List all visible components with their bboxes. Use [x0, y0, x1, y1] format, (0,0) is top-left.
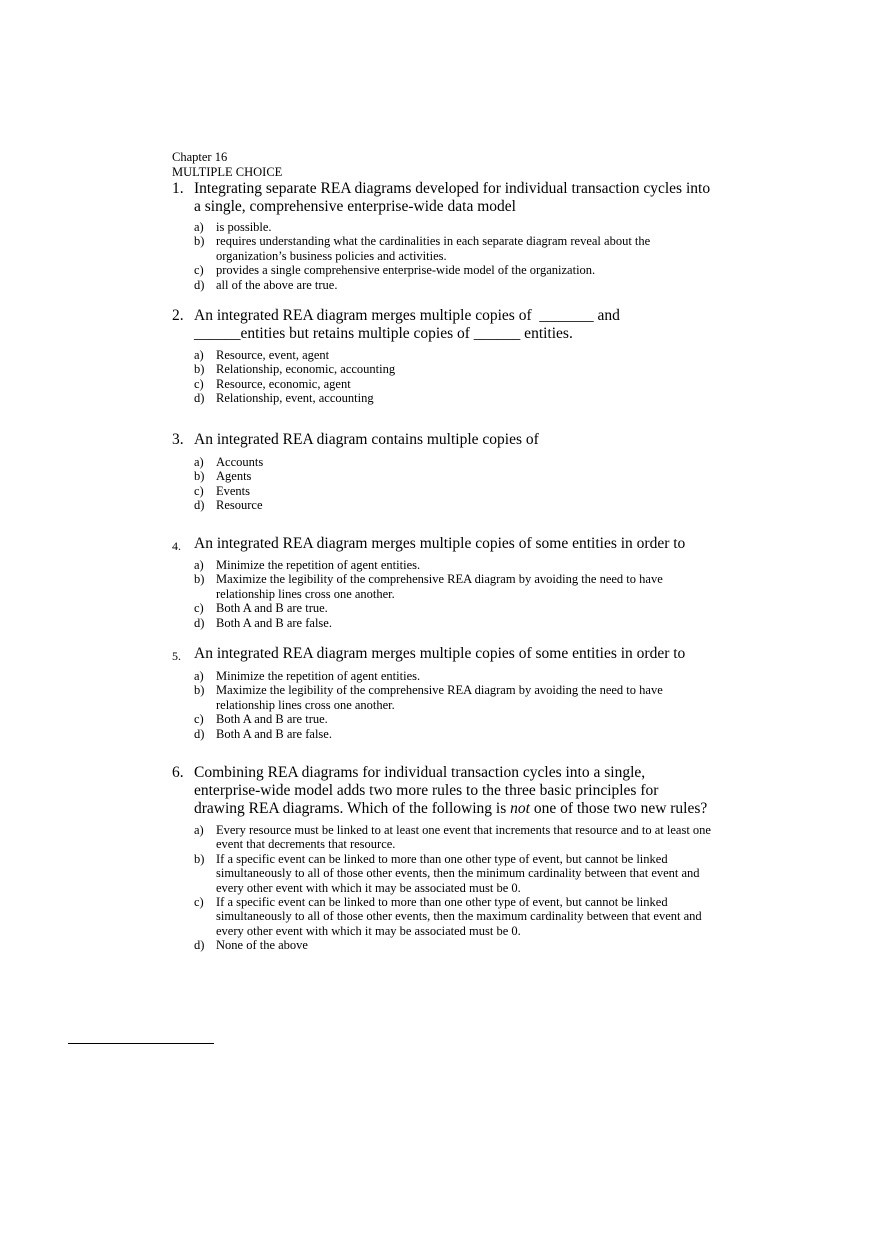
option: a) Every resource must be linked to at least one event that increments that resource and to at least one event that decrements that resource.: [194, 823, 711, 852]
question-2-options: [194, 348, 714, 406]
option: c) Both A and B are true.: [194, 601, 328, 616]
question-number: 1.: [172, 180, 184, 197]
emphasis-not: not: [510, 800, 530, 817]
option: c) Resource, economic, agent: [194, 376, 351, 391]
question-text: An integrated REA diagram merges multiple copies of _______ and ______entities but retains multiple copies of ______ entities.: [194, 307, 624, 342]
question-text: Combining REA diagrams for individual transaction cycles into a single, enterprise-wide model adds two more rules to the three basic principles for drawing REA diagrams. Which of the following is not one of those two new rules?: [194, 764, 708, 817]
option: d) Resource: [194, 498, 263, 513]
footnote-separator: [68, 1043, 214, 1044]
question-text: An integrated REA diagram contains multiple copies of: [194, 431, 539, 448]
option: d) all of the above are true.: [194, 277, 338, 292]
option: a) is possible.: [194, 220, 272, 234]
question-1-options: [194, 220, 714, 292]
question-number: 4.: [172, 539, 181, 553]
option: b) Maximize the legibility of the comprehensive REA diagram by avoiding the need to have relationship lines cross one another.: [194, 683, 663, 712]
option: c) provides a single comprehensive enterprise-wide model of the organization.: [194, 263, 596, 278]
chapter-heading: Chapter 16: [172, 150, 228, 164]
option: c) Events: [194, 483, 251, 498]
option: b) Agents: [194, 469, 252, 484]
question-3-options: [194, 455, 714, 513]
question-5-options: [194, 669, 714, 741]
option: a) Minimize the repetition of agent entities.: [194, 558, 421, 572]
question-text: An integrated REA diagram merges multiple copies of some entities in order to: [194, 645, 686, 662]
option: d) Both A and B are false.: [194, 615, 332, 630]
option: b) If a specific event can be linked to more than one other type of event, but cannot be linked simultaneously to all of those other events, then the minimum cardinality between that event and every other event with which it may be associated must be 0.: [194, 851, 700, 895]
question-number: 6.: [172, 764, 184, 781]
question-text: An integrated REA diagram merges multiple copies of some entities in order to: [194, 535, 686, 552]
option: a) Resource, event, agent: [194, 348, 330, 362]
question-4: [172, 535, 712, 553]
option: d) Relationship, event, accounting: [194, 391, 374, 406]
question-text: Integrating separate REA diagrams developed for individual transaction cycles into a single, comprehensive enterprise-wide data model: [194, 180, 711, 215]
option: a) Accounts: [194, 455, 264, 469]
question-4-options: [194, 558, 714, 630]
option: b) requires understanding what the cardinalities in each separate diagram reveal about the organization’s business policies and activities.: [194, 234, 651, 263]
option: b) Maximize the legibility of the comprehensive REA diagram by avoiding the need to have relationship lines cross one another.: [194, 572, 663, 601]
question-6: [172, 764, 712, 818]
option: c) If a specific event can be linked to more than one other type of event, but cannot be linked simultaneously to all of those other events, then the maximum cardinality between that event and every other event with which it may be associated must be 0.: [194, 895, 702, 938]
question-number: 3.: [172, 431, 184, 448]
question-2: [172, 307, 712, 343]
question-3: [172, 431, 712, 449]
question-number: 5.: [172, 649, 181, 663]
option: b) Relationship, economic, accounting: [194, 362, 396, 377]
option: d) None of the above: [194, 938, 308, 953]
question-number: 2.: [172, 307, 184, 324]
question-5: [172, 645, 712, 663]
option: d) Both A and B are false.: [194, 726, 332, 741]
section-heading: MULTIPLE CHOICE: [172, 165, 283, 179]
option: c) Both A and B are true.: [194, 712, 328, 727]
question-6-options: [194, 823, 714, 953]
option: a) Minimize the repetition of agent entities.: [194, 669, 421, 683]
question-1: [172, 180, 712, 216]
